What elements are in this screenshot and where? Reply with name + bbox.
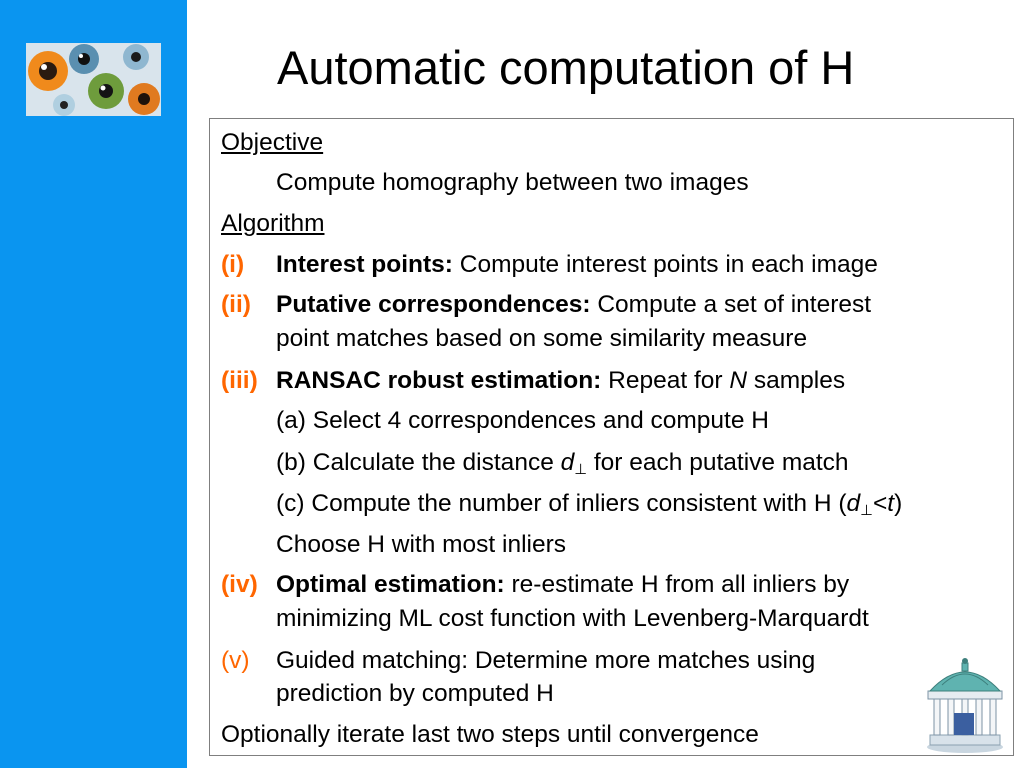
- substep-b-post: for each putative match: [587, 449, 849, 476]
- ransac-substep-b: [276, 446, 849, 479]
- step-number-ii: (ii): [221, 291, 251, 318]
- step-iii-bold: RANSAC robust estimation:: [276, 367, 602, 394]
- substep-c-pre: (c) Compute the number of inliers consistent with H (: [276, 490, 847, 517]
- step-number-iv: (iv): [221, 571, 258, 598]
- substep-b-var: d: [560, 449, 575, 476]
- old-well-dome-icon: [920, 655, 1010, 755]
- step-i-line: [276, 248, 878, 281]
- step-iii-text: Repeat for: [601, 367, 730, 394]
- step-iv-bold: Optimal estimation:: [276, 571, 505, 598]
- substep-b-perp: ⊥: [574, 462, 588, 478]
- step-ii-line: [276, 288, 871, 321]
- eyes-collage-icon: [26, 43, 161, 116]
- step-v-line: Guided matching: Determine more matches using: [276, 647, 816, 674]
- ransac-substep-c: [276, 487, 902, 520]
- step-number-iii: (iii): [221, 367, 258, 394]
- step-number-i: (i): [221, 251, 245, 278]
- step-ii-bold: Putative correspondences:: [276, 291, 591, 318]
- step-iii-text-after: samples: [747, 367, 846, 394]
- step-i-bold: Interest points:: [276, 251, 453, 278]
- objective-heading: Objective: [221, 129, 324, 156]
- step-i-text: Compute interest points in each image: [452, 251, 878, 278]
- final-line: Optionally iterate last two steps until convergence: [221, 721, 759, 748]
- step-number-v: (v): [221, 647, 250, 674]
- substep-c-post: ): [894, 490, 903, 517]
- substep-c-lt: <: [872, 490, 888, 517]
- step-v-line2: prediction by computed H: [276, 680, 554, 707]
- substep-b-pre: (b) Calculate the distance: [276, 449, 561, 476]
- step-ii-text: Compute a set of interest: [590, 291, 872, 318]
- ransac-substep-a: (a) Select 4 correspondences and compute H: [276, 407, 769, 434]
- step-iv-text: re-estimate H from all inliers by: [504, 571, 850, 598]
- step-iii-var-n: N: [729, 367, 748, 394]
- step-ii-line2: point matches based on some similarity measure: [276, 325, 808, 352]
- step-iv-line2: minimizing ML cost function with Levenberg-Marquardt: [276, 605, 869, 632]
- step-iii-line: [276, 364, 845, 397]
- substep-c-perp: ⊥: [860, 503, 873, 519]
- substep-c-t: t: [887, 490, 895, 517]
- slide-title: Automatic computation of H: [277, 41, 855, 94]
- substep-c-var: d: [846, 490, 861, 517]
- step-iv-line: [276, 568, 849, 601]
- ransac-choose: Choose H with most inliers: [276, 531, 567, 558]
- algorithm-heading: Algorithm: [221, 210, 325, 237]
- objective-text: Compute homography between two images: [276, 169, 749, 196]
